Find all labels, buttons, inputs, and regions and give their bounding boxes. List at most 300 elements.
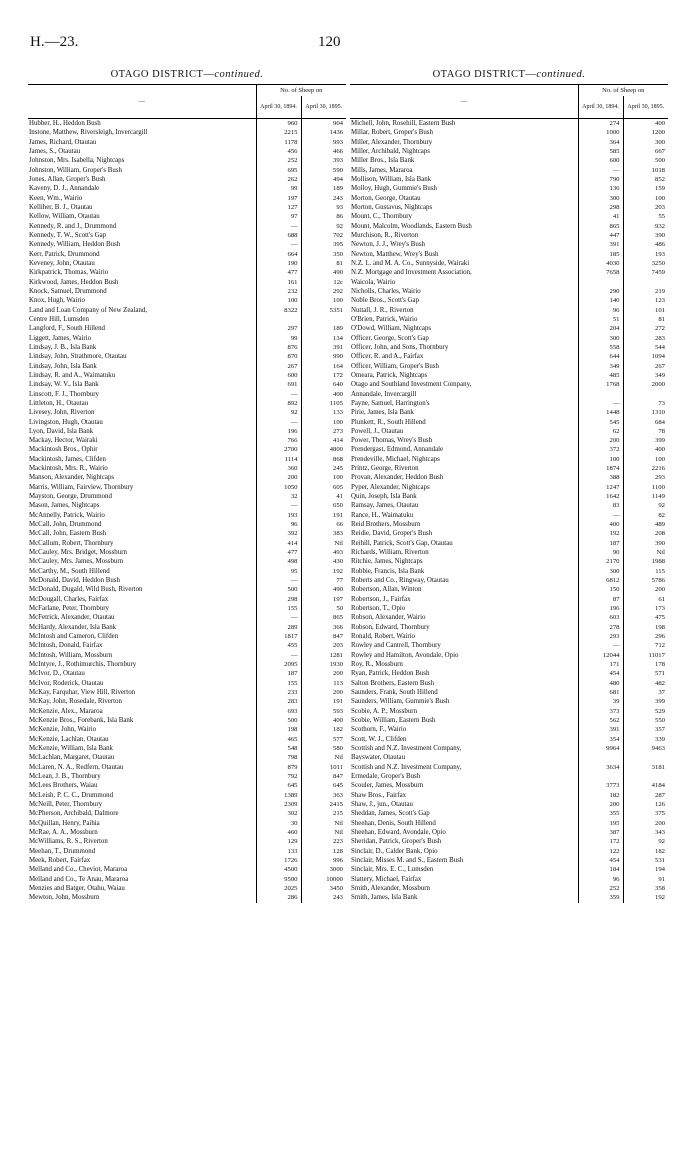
sheep-1895: 667 — [623, 147, 668, 156]
owner-name: Shaw, J., jun., Otautau — [351, 800, 413, 808]
table-row — [350, 595, 668, 604]
sheep-1895: 10000 — [301, 875, 346, 884]
table-row — [350, 455, 668, 464]
sheep-1894: 693 — [256, 707, 301, 716]
sheep-1895: 178 — [623, 660, 668, 669]
sheep-1895: 55 — [623, 212, 668, 221]
table-row — [28, 455, 346, 464]
sheep-1894: 30 — [256, 819, 301, 828]
sheep-1894: 9500 — [256, 875, 301, 884]
owner-name: Reihill, Patrick, Scott's Gap, Otautau — [351, 539, 453, 547]
table-row — [28, 418, 346, 427]
sheep-1894: 359 — [578, 893, 623, 902]
owner-name: Rowley and Cantrell, Thornbury — [351, 642, 441, 650]
table-row — [28, 343, 346, 352]
sheep-1894: — — [578, 641, 623, 650]
sheep-1894: 1114 — [256, 455, 301, 464]
sheep-1895: 173 — [623, 604, 668, 613]
sheep-1894 — [578, 278, 623, 287]
sheep-1895: Nil — [301, 539, 346, 548]
sheep-1895: 77 — [301, 576, 346, 585]
owner-name: McFetrick, Alexander, Otautau — [29, 614, 115, 622]
sheep-1894: 545 — [578, 418, 623, 427]
sheep-1894: 127 — [256, 203, 301, 212]
sheep-1895: 193 — [623, 250, 668, 259]
owner-name: McIntosh and Cameron, Clifden — [29, 633, 119, 641]
owner-name: Lindsay, J. B., Isla Bank — [29, 343, 97, 351]
sheep-1894: 155 — [256, 679, 301, 688]
year-1895-header: April 30, 1895. — [301, 96, 346, 119]
sheep-1894: 1448 — [578, 408, 623, 417]
sheep-1894: 645 — [256, 781, 301, 790]
table-row — [28, 641, 346, 650]
sheep-1894: 4030 — [578, 259, 623, 268]
owner-name: Instone, Matthew, Riversleigh, Invercargill — [29, 129, 148, 137]
table-row — [28, 828, 346, 837]
table-body — [28, 119, 346, 903]
sheep-1895: 7459 — [623, 268, 668, 277]
owner-name: Melland and Co., Te Anau, Mararoa — [29, 875, 129, 883]
sheep-1895: 1100 — [623, 483, 668, 492]
table-row — [28, 875, 346, 884]
owner-name: Johnston, Mrs. Isabella, Nightcaps — [29, 157, 125, 165]
sheep-1895: 489 — [623, 520, 668, 529]
sheep-1894: 960 — [256, 119, 301, 129]
sheep-1894: 465 — [256, 735, 301, 744]
owner-name: McKay, John, Rosedale, Riverton — [29, 698, 122, 706]
owner-name: Officer, George, Scott's Gap — [351, 334, 429, 342]
sheep-1895: 197 — [301, 595, 346, 604]
owner-name: Omeara, Patrick, Nightcaps — [351, 371, 428, 379]
column-title: OTAGO DISTRICT—continued. — [432, 69, 586, 80]
owner-name: McDougall, Charles, Fairfax — [29, 595, 109, 603]
table-row — [28, 436, 346, 445]
table-row — [350, 278, 668, 287]
owner-name: N.Z. L. and M. A. Co., Sunnyside, Wairaki — [351, 259, 470, 267]
table-row — [350, 567, 668, 576]
sheep-1894: 558 — [578, 343, 623, 352]
sheep-1894: 195 — [578, 819, 623, 828]
table-row — [350, 875, 668, 884]
sheep-1894: 1817 — [256, 632, 301, 641]
sheep-1895: 192 — [623, 893, 668, 902]
sheep-1895: 243 — [301, 893, 346, 902]
sheep-1894: 200 — [578, 800, 623, 809]
sheep-1894: 92 — [256, 408, 301, 417]
sheep-1894: 2095 — [256, 660, 301, 669]
sheep-1895: 100 — [623, 194, 668, 203]
sheep-1895: 500 — [623, 156, 668, 165]
owner-name: Lindsay, R. and A., Waimatuku — [29, 371, 116, 379]
owner-name: Liggett, James, Wairio — [29, 334, 92, 342]
owner-name: McDonald, David, Heddon Bush — [29, 577, 120, 585]
owner-name: Jones, Allan, Groper's Bush — [29, 175, 106, 183]
table-row — [350, 725, 668, 734]
owner-name: Quin, Joseph, Isla Bank — [351, 493, 417, 501]
sheep-1894: 286 — [256, 893, 301, 902]
sheep-1895: 399 — [623, 436, 668, 445]
owner-name: McCauley, Mrs. Bridget, Mossburn — [29, 549, 127, 557]
table-row — [28, 837, 346, 846]
sheep-1895: 390 — [623, 539, 668, 548]
sheep-1894: 454 — [578, 669, 623, 678]
sheep-1894: 3634 — [578, 763, 623, 772]
sheep-1894: 691 — [256, 380, 301, 389]
table-row — [350, 781, 668, 790]
table-row — [350, 194, 668, 203]
owner-name: Ramsay, James, Otautau — [351, 502, 419, 510]
sheep-1895: 164 — [301, 362, 346, 371]
owner-name: Manson, Alexander, Nightcaps — [29, 474, 115, 482]
table-row — [28, 203, 346, 212]
sheep-1894: 876 — [256, 343, 301, 352]
sheep-1894: 99 — [256, 334, 301, 343]
owner-name: Nicholls, Charles, Wairio — [351, 287, 421, 295]
sheep-1895: 192 — [301, 567, 346, 576]
owner-name: Payne, Samuel, Harrington's — [351, 399, 430, 407]
sheep-1895: 5351 — [301, 306, 346, 315]
owner-name: Johnston, William, Groper's Bush — [29, 166, 122, 174]
owner-name: Noble Bros., Scott's Gap — [351, 297, 420, 305]
sheep-1894: 133 — [256, 847, 301, 856]
owner-name: Mayston, George, Drummond — [29, 493, 112, 501]
table-row — [28, 501, 346, 510]
owner-name: McKenzie, Lachlan, Otautau — [29, 735, 109, 743]
sheep-1895: 283 — [623, 334, 668, 343]
sheep-1894: — — [578, 166, 623, 175]
sheep-1895: 128 — [301, 847, 346, 856]
sheep-1895: 191 — [301, 511, 346, 520]
year-1895-header: April 30, 1895. — [623, 96, 668, 119]
owner-name: Centre Hill, Lumsden — [29, 315, 89, 323]
table-row — [28, 268, 346, 277]
sheep-1895: 358 — [623, 884, 668, 893]
table-row — [28, 791, 346, 800]
owner-name: Hubber, H., Heddon Bush — [29, 120, 101, 127]
table-row — [28, 128, 346, 137]
sheep-1895: 189 — [301, 324, 346, 333]
sheep-1894: — — [578, 399, 623, 408]
sheep-1894: 41 — [578, 212, 623, 221]
sheep-1895: 366 — [301, 623, 346, 632]
sheep-1895: 3250 — [623, 259, 668, 268]
sheep-1895: 390 — [623, 231, 668, 240]
owner-name: Sheddan, James, Scott's Gap — [351, 810, 430, 818]
owner-name: Sheehan, Denis, South Hillend — [351, 819, 436, 827]
sheep-1894: 600 — [256, 371, 301, 380]
owner-name: Keen, Wm., Wairio — [29, 194, 83, 202]
sheep-1895: 550 — [623, 716, 668, 725]
sheep-1895: 847 — [301, 632, 346, 641]
table-row — [28, 334, 346, 343]
sheep-1895: 904 — [301, 119, 346, 129]
sheep-1895: 296 — [623, 632, 668, 641]
sheep-1895: 93 — [301, 203, 346, 212]
table-row — [28, 660, 346, 669]
sheep-1895: 50 — [301, 604, 346, 613]
owner-name: O'Brien, Patrick, Wairio — [351, 315, 418, 323]
sheep-1894: 1768 — [578, 380, 623, 389]
table-row — [28, 184, 346, 193]
table-row — [350, 763, 668, 772]
table-row — [350, 837, 668, 846]
sheep-1894: 155 — [256, 604, 301, 613]
table-row — [350, 641, 668, 650]
sheep-1895 — [301, 315, 346, 324]
owner-name: Livesey, John, Riverton — [29, 409, 95, 417]
sheep-1894: — — [256, 613, 301, 622]
owner-name: Kerr, Patrick, Drummond — [29, 250, 100, 258]
table-row — [28, 362, 346, 371]
sheep-1894: 83 — [578, 501, 623, 510]
sheep-1895: 73 — [623, 399, 668, 408]
owner-name: McKenzie, John, Wairio — [29, 726, 97, 734]
sheep-1895: 993 — [301, 138, 346, 147]
sheep-1895: 81 — [301, 259, 346, 268]
sheep-1894: 187 — [256, 669, 301, 678]
table-row — [350, 156, 668, 165]
owner-name: Bayswater, Otautau — [351, 754, 406, 762]
table-row — [28, 819, 346, 828]
sheep-1895: 300 — [623, 138, 668, 147]
owner-name: Sheehan, Edward, Avondale, Opio — [351, 828, 446, 836]
sheep-1894: 792 — [256, 772, 301, 781]
owner-name: Mount, C., Thornbury — [351, 213, 412, 221]
owner-name: Lindsay, John, Strathmore, Otautau — [29, 353, 127, 361]
sheep-1895: 123 — [623, 296, 668, 305]
sheep-1894: 349 — [578, 362, 623, 371]
owner-name: McKay, Farquhar, View Hill, Riverton — [29, 689, 136, 697]
sheep-1895: 215 — [301, 809, 346, 818]
table-row — [28, 371, 346, 380]
sheep-1894: — — [256, 576, 301, 585]
sheep-1895: 852 — [623, 175, 668, 184]
sheep-1895: 1988 — [623, 557, 668, 566]
sheep-1895: 544 — [623, 343, 668, 352]
table-row — [28, 222, 346, 231]
owner-name: Lindsay, John, Isla Bank — [29, 362, 97, 370]
sheep-1894: — — [256, 418, 301, 427]
sheep-1894: 300 — [578, 194, 623, 203]
sheep-1895: 383 — [301, 529, 346, 538]
table-row — [28, 324, 346, 333]
owner-name: Robson, Edward, Thornbury — [351, 623, 430, 631]
table-row — [28, 856, 346, 865]
owner-name: Annandale, Invercargill — [351, 390, 417, 398]
table-row — [28, 865, 346, 874]
sheep-1895: 81 — [623, 315, 668, 324]
sheep-1895: 580 — [301, 744, 346, 753]
owner-name: Kirkpatrick, Thomas, Wairio — [29, 269, 109, 277]
sheep-1894: 388 — [578, 473, 623, 482]
owner-name: Morton, George, Otautau — [351, 194, 421, 202]
sheep-1894: 122 — [578, 847, 623, 856]
sheep-1894: 198 — [256, 725, 301, 734]
table-row — [350, 660, 668, 669]
sheep-1894: — — [256, 222, 301, 231]
table-row — [350, 306, 668, 315]
sheep-1894: 354 — [578, 735, 623, 744]
sheep-1894: — — [256, 390, 301, 399]
sheep-1895: 684 — [623, 418, 668, 427]
year-1894-header: April 30, 1894. — [256, 96, 301, 119]
sheep-1895: 267 — [623, 362, 668, 371]
table-row — [28, 632, 346, 641]
sheep-1895: 219 — [623, 287, 668, 296]
sheep-1894: 455 — [256, 641, 301, 650]
sheep-1895: 529 — [623, 707, 668, 716]
owner-name: Otago and Southland Investment Company, — [351, 381, 472, 389]
table-row — [28, 576, 346, 585]
owner-name: Shaw Bros., Fairfax — [351, 791, 407, 799]
sheep-1895: 400 — [301, 716, 346, 725]
sheep-1894: 298 — [578, 203, 623, 212]
owner-name: Pirie, James, Isla Bank — [351, 409, 414, 417]
sheep-1894: 197 — [256, 194, 301, 203]
sheep-1895: 399 — [623, 697, 668, 706]
owner-name: Menzies and Batger, Otahu, Waiau — [29, 884, 125, 892]
owner-name: McPherson, Archibald, Dalmore — [29, 810, 119, 818]
owner-name: Keveney, John, Otautau — [29, 259, 95, 267]
table-row — [28, 529, 346, 538]
sheep-1894: 187 — [578, 539, 623, 548]
owner-name: Kennedy, William, Heddon Bush — [29, 241, 121, 249]
table-row — [28, 735, 346, 744]
table-row — [350, 884, 668, 893]
page-number: 120 — [318, 34, 341, 50]
sheep-1895: 395 — [301, 240, 346, 249]
table-row — [350, 399, 668, 408]
sheep-1894: 32 — [256, 492, 301, 501]
table-row — [28, 744, 346, 753]
sheep-1895: 92 — [623, 837, 668, 846]
table-body — [350, 119, 668, 903]
owner-name: Prendeville, Michael, Nightcaps — [351, 455, 440, 463]
sheep-1895: 182 — [301, 725, 346, 734]
owner-name: Officer, R. and A., Fairfax — [351, 353, 424, 361]
sheep-1895: 9463 — [623, 744, 668, 753]
table-row — [28, 511, 346, 520]
sheep-1894: 302 — [256, 809, 301, 818]
sheep-1894: 161 — [256, 278, 301, 287]
table-row — [28, 315, 346, 324]
table-row — [28, 893, 346, 902]
table-row — [350, 492, 668, 501]
sheep-1894: 2309 — [256, 800, 301, 809]
owner-name: McKenzie, Alex., Mararoa — [29, 707, 103, 715]
owner-name: Robertson, T., Opio — [351, 605, 406, 613]
sheep-1895 — [623, 772, 668, 781]
table-row — [350, 184, 668, 193]
sheep-1894: 500 — [256, 716, 301, 725]
sheep-1895: 1018 — [623, 166, 668, 175]
owner-name: Reid Brothers, Mossburn — [351, 521, 421, 529]
sheep-1894: 3773 — [578, 781, 623, 790]
sheep-1894: 300 — [578, 334, 623, 343]
sheep-1894: 290 — [578, 287, 623, 296]
sheep-1895: 82 — [623, 511, 668, 520]
table-row — [350, 371, 668, 380]
table-row — [28, 156, 346, 165]
owner-name: N.Z. Mortgage and Investment Association, — [351, 269, 472, 277]
table-row — [350, 473, 668, 482]
sheep-1895: 1930 — [301, 660, 346, 669]
owner-name: Rance, H., Waimatuku — [351, 511, 414, 519]
sheep-1895: 702 — [301, 231, 346, 240]
sheep-1895: 100 — [301, 418, 346, 427]
sheep-1894: 192 — [578, 529, 623, 538]
owner-name: Pyper, Alexander, Nightcaps — [351, 483, 430, 491]
sheep-1894: 182 — [578, 791, 623, 800]
table-row — [28, 380, 346, 389]
sheep-1895: 847 — [301, 772, 346, 781]
table-row — [350, 343, 668, 352]
table-row — [350, 175, 668, 184]
sheep-1895: 2415 — [301, 800, 346, 809]
sheep-1894: 391 — [578, 240, 623, 249]
sheep-1895: 490 — [301, 585, 346, 594]
sheep-1894: 190 — [256, 259, 301, 268]
table-row — [350, 166, 668, 175]
sheep-1895: 182 — [623, 847, 668, 856]
sheep-1894: 185 — [578, 250, 623, 259]
owner-name: McRae, A. A., Mossburn — [29, 828, 98, 836]
owner-name: McLeish, P. C. C., Drummond — [29, 791, 114, 799]
table-row — [28, 138, 346, 147]
owner-name: Sinclair, Mrs. E. C., Lumsden — [351, 866, 434, 874]
table-row — [350, 418, 668, 427]
table-row — [350, 362, 668, 371]
sheep-1895: 223 — [301, 837, 346, 846]
table-row — [350, 315, 668, 324]
sheep-1894: 12044 — [578, 651, 623, 660]
sheep-1895: 349 — [623, 371, 668, 380]
owner-name: Meek, Robert, Fairfax — [29, 856, 91, 864]
table-row — [350, 250, 668, 259]
table-row — [28, 240, 346, 249]
owner-name: Rowley and Hamilton, Avondale, Opio — [351, 651, 459, 659]
sheep-1895: 100 — [623, 455, 668, 464]
sheep-1895: 571 — [623, 669, 668, 678]
owner-name: Scobie, A. P., Mossburn — [351, 707, 418, 715]
table-row — [350, 231, 668, 240]
sheep-1895: 134 — [301, 334, 346, 343]
table-row — [28, 352, 346, 361]
owner-name: Officer, William, Groper's Bush — [351, 362, 439, 370]
table-row — [28, 259, 346, 268]
owner-name: Power, Thomas, Wrey's Bush — [351, 437, 433, 445]
sheep-1895: 37 — [623, 688, 668, 697]
sheep-1895: 1105 — [301, 399, 346, 408]
sheep-1894: 498 — [256, 557, 301, 566]
sheep-1894: 681 — [578, 688, 623, 697]
sheep-1895: 4184 — [623, 781, 668, 790]
sheep-1894: 4500 — [256, 865, 301, 874]
sheep-1895: 414 — [301, 436, 346, 445]
sheep-1894: 688 — [256, 231, 301, 240]
owner-name: Molloy, Hugh, Gummie's Bush — [351, 185, 437, 193]
sheep-1894: 372 — [578, 445, 623, 454]
sheep-1895: 1011 — [301, 763, 346, 772]
table-row — [350, 893, 668, 902]
owner-name: Printz, George, Riverton — [351, 465, 419, 473]
sheep-1894: — — [256, 651, 301, 660]
table-row — [350, 334, 668, 343]
sheep-1895: 287 — [623, 791, 668, 800]
sheep-1894: 460 — [256, 828, 301, 837]
owner-name: Reidie, David, Groper's Bush — [351, 530, 433, 538]
table-row — [350, 809, 668, 818]
